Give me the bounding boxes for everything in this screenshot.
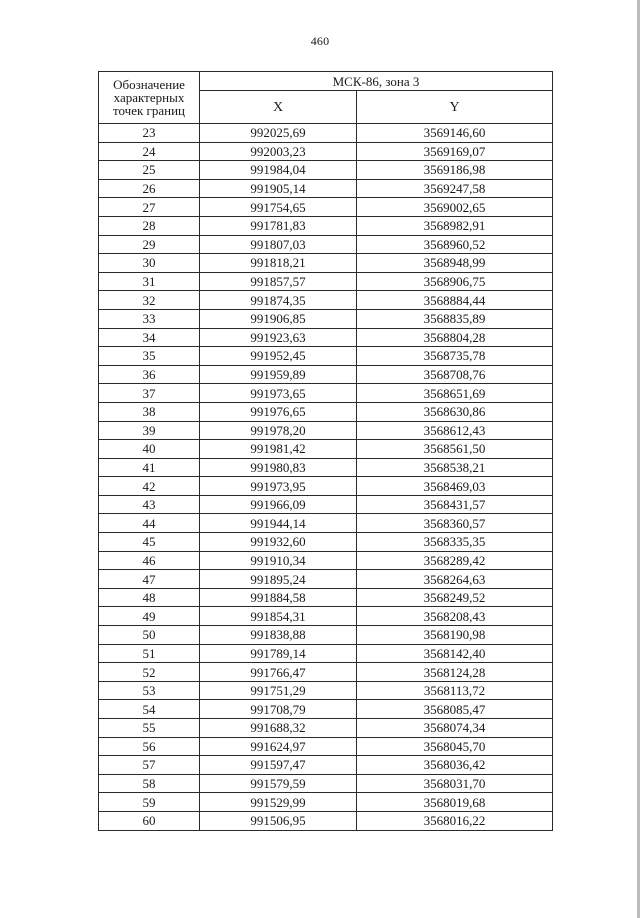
y-coordinate-cell: 3568036,42 [357, 756, 553, 775]
table-row [99, 793, 553, 812]
x-coordinate-cell: 991688,32 [200, 719, 357, 738]
y-coordinate-cell: 3568113,72 [357, 681, 553, 700]
point-number-cell: 40 [99, 440, 200, 459]
y-coordinate-cell: 3568884,44 [357, 291, 553, 310]
page-number: 460 [310, 34, 330, 48]
x-coordinate-cell: 991781,83 [200, 216, 357, 235]
point-number-cell: 24 [99, 142, 200, 161]
y-coordinate-cell: 3568982,91 [357, 216, 553, 235]
point-number-cell: 50 [99, 626, 200, 645]
x-coordinate-cell: 991932,60 [200, 533, 357, 552]
table-row [99, 272, 553, 291]
table-row [99, 495, 553, 514]
table-header [99, 72, 553, 124]
point-number-cell: 46 [99, 551, 200, 570]
coordinate-system-header: МСК-86, зона 3 [200, 72, 553, 91]
y-coordinate-cell: 3568561,50 [357, 440, 553, 459]
point-number-cell: 41 [99, 458, 200, 477]
point-number-cell: 58 [99, 774, 200, 793]
y-coordinate-cell: 3568906,75 [357, 272, 553, 291]
table-row [99, 756, 553, 775]
x-coordinate-cell: 991905,14 [200, 179, 357, 198]
y-coordinate-cell: 3568612,43 [357, 421, 553, 440]
point-number-cell: 26 [99, 179, 200, 198]
x-coordinate-cell: 991579,59 [200, 774, 357, 793]
point-number-cell: 48 [99, 588, 200, 607]
table-row [99, 551, 553, 570]
y-coordinate-cell: 3568960,52 [357, 235, 553, 254]
x-coordinate-cell: 991807,03 [200, 235, 357, 254]
table-row [99, 663, 553, 682]
x-coordinate-cell: 991980,83 [200, 458, 357, 477]
x-coordinate-cell: 991906,85 [200, 309, 357, 328]
table-row [99, 421, 553, 440]
x-coordinate-cell: 991978,20 [200, 421, 357, 440]
x-coordinate-cell: 991838,88 [200, 626, 357, 645]
y-coordinate-cell: 3569247,58 [357, 179, 553, 198]
point-number-cell: 28 [99, 216, 200, 235]
table-row [99, 514, 553, 533]
point-number-cell: 32 [99, 291, 200, 310]
table-row [99, 533, 553, 552]
point-number-cell: 59 [99, 793, 200, 812]
x-coordinate-cell: 991910,34 [200, 551, 357, 570]
table-row [99, 384, 553, 403]
y-coordinate-cell: 3568190,98 [357, 626, 553, 645]
y-coordinate-cell: 3568142,40 [357, 644, 553, 663]
y-coordinate-cell: 3568948,99 [357, 254, 553, 273]
y-coordinate-cell: 3568019,68 [357, 793, 553, 812]
x-coordinate-cell: 991973,95 [200, 477, 357, 496]
x-coordinate-cell: 991529,99 [200, 793, 357, 812]
x-coordinate-cell: 991973,65 [200, 384, 357, 403]
x-coordinate-cell: 991895,24 [200, 570, 357, 589]
x-coordinate-cell: 992003,23 [200, 142, 357, 161]
table-body [99, 124, 553, 831]
x-coordinate-cell: 991952,45 [200, 347, 357, 366]
x-coordinate-cell: 991854,31 [200, 607, 357, 626]
x-coordinate-cell: 991984,04 [200, 161, 357, 180]
x-coordinate-cell: 991944,14 [200, 514, 357, 533]
y-coordinate-cell: 3568045,70 [357, 737, 553, 756]
point-number-cell: 35 [99, 347, 200, 366]
point-number-cell: 49 [99, 607, 200, 626]
point-number-cell: 44 [99, 514, 200, 533]
table-row [99, 365, 553, 384]
x-coordinate-cell: 991874,35 [200, 291, 357, 310]
x-coordinate-cell: 991789,14 [200, 644, 357, 663]
table-row [99, 309, 553, 328]
table-row [99, 161, 553, 180]
point-number-cell: 23 [99, 124, 200, 143]
y-coordinate-cell: 3568651,69 [357, 384, 553, 403]
y-coordinate-cell: 3569002,65 [357, 198, 553, 217]
table-row [99, 719, 553, 738]
x-coordinate-cell: 991754,65 [200, 198, 357, 217]
table-row [99, 774, 553, 793]
point-number-cell: 47 [99, 570, 200, 589]
coordinates-table [98, 71, 553, 831]
table-row [99, 607, 553, 626]
x-coordinate-cell: 991766,47 [200, 663, 357, 682]
point-number-cell: 39 [99, 421, 200, 440]
table-row [99, 198, 553, 217]
y-column-header: Y [357, 91, 553, 124]
table-row [99, 626, 553, 645]
table-row [99, 328, 553, 347]
x-coordinate-cell: 991884,58 [200, 588, 357, 607]
y-coordinate-cell: 3568335,35 [357, 533, 553, 552]
point-number-cell: 29 [99, 235, 200, 254]
table-row [99, 402, 553, 421]
table-row [99, 700, 553, 719]
point-number-cell: 31 [99, 272, 200, 291]
table-row [99, 254, 553, 273]
y-coordinate-cell: 3568249,52 [357, 588, 553, 607]
table-row [99, 477, 553, 496]
x-coordinate-cell: 991818,21 [200, 254, 357, 273]
x-column-header: X [200, 91, 357, 124]
table-row [99, 124, 553, 143]
y-coordinate-cell: 3568630,86 [357, 402, 553, 421]
point-number-cell: 52 [99, 663, 200, 682]
point-number-cell: 34 [99, 328, 200, 347]
point-number-cell: 56 [99, 737, 200, 756]
x-coordinate-cell: 991959,89 [200, 365, 357, 384]
x-coordinate-cell: 991597,47 [200, 756, 357, 775]
point-number-cell: 33 [99, 309, 200, 328]
x-coordinate-cell: 991981,42 [200, 440, 357, 459]
point-number-cell: 60 [99, 811, 200, 830]
point-number-cell: 37 [99, 384, 200, 403]
point-number-cell: 55 [99, 719, 200, 738]
y-coordinate-cell: 3568735,78 [357, 347, 553, 366]
y-coordinate-cell: 3568804,28 [357, 328, 553, 347]
table-row [99, 737, 553, 756]
x-coordinate-cell: 991966,09 [200, 495, 357, 514]
y-coordinate-cell: 3568431,57 [357, 495, 553, 514]
x-coordinate-cell: 991708,79 [200, 700, 357, 719]
table-row [99, 440, 553, 459]
table-row [99, 644, 553, 663]
point-designation-header: Обозначение характерных точек границ [99, 72, 200, 124]
y-coordinate-cell: 3568289,42 [357, 551, 553, 570]
point-number-cell: 30 [99, 254, 200, 273]
table-row [99, 681, 553, 700]
table-row [99, 458, 553, 477]
y-coordinate-cell: 3568469,03 [357, 477, 553, 496]
point-number-cell: 42 [99, 477, 200, 496]
table-row [99, 588, 553, 607]
y-coordinate-cell: 3569146,60 [357, 124, 553, 143]
y-coordinate-cell: 3568835,89 [357, 309, 553, 328]
table-row [99, 179, 553, 198]
y-coordinate-cell: 3568708,76 [357, 365, 553, 384]
point-number-cell: 27 [99, 198, 200, 217]
x-coordinate-cell: 991923,63 [200, 328, 357, 347]
x-coordinate-cell: 991624,97 [200, 737, 357, 756]
y-coordinate-cell: 3569186,98 [357, 161, 553, 180]
y-coordinate-cell: 3568124,28 [357, 663, 553, 682]
y-coordinate-cell: 3568208,43 [357, 607, 553, 626]
y-coordinate-cell: 3568538,21 [357, 458, 553, 477]
point-number-cell: 43 [99, 495, 200, 514]
y-coordinate-cell: 3568360,57 [357, 514, 553, 533]
x-coordinate-cell: 991751,29 [200, 681, 357, 700]
point-number-cell: 54 [99, 700, 200, 719]
x-coordinate-cell: 991976,65 [200, 402, 357, 421]
table-row [99, 235, 553, 254]
point-number-cell: 38 [99, 402, 200, 421]
x-coordinate-cell: 992025,69 [200, 124, 357, 143]
point-number-cell: 45 [99, 533, 200, 552]
table-row [99, 291, 553, 310]
point-number-cell: 36 [99, 365, 200, 384]
point-number-cell: 57 [99, 756, 200, 775]
y-coordinate-cell: 3568031,70 [357, 774, 553, 793]
point-number-cell: 53 [99, 681, 200, 700]
point-number-cell: 51 [99, 644, 200, 663]
y-coordinate-cell: 3568074,34 [357, 719, 553, 738]
table-row [99, 142, 553, 161]
y-coordinate-cell: 3568016,22 [357, 811, 553, 830]
y-coordinate-cell: 3568085,47 [357, 700, 553, 719]
y-coordinate-cell: 3569169,07 [357, 142, 553, 161]
table-row [99, 570, 553, 589]
point-number-cell: 25 [99, 161, 200, 180]
y-coordinate-cell: 3568264,63 [357, 570, 553, 589]
table-row [99, 216, 553, 235]
table-row [99, 811, 553, 830]
x-coordinate-cell: 991506,95 [200, 811, 357, 830]
x-coordinate-cell: 991857,57 [200, 272, 357, 291]
table-row [99, 347, 553, 366]
